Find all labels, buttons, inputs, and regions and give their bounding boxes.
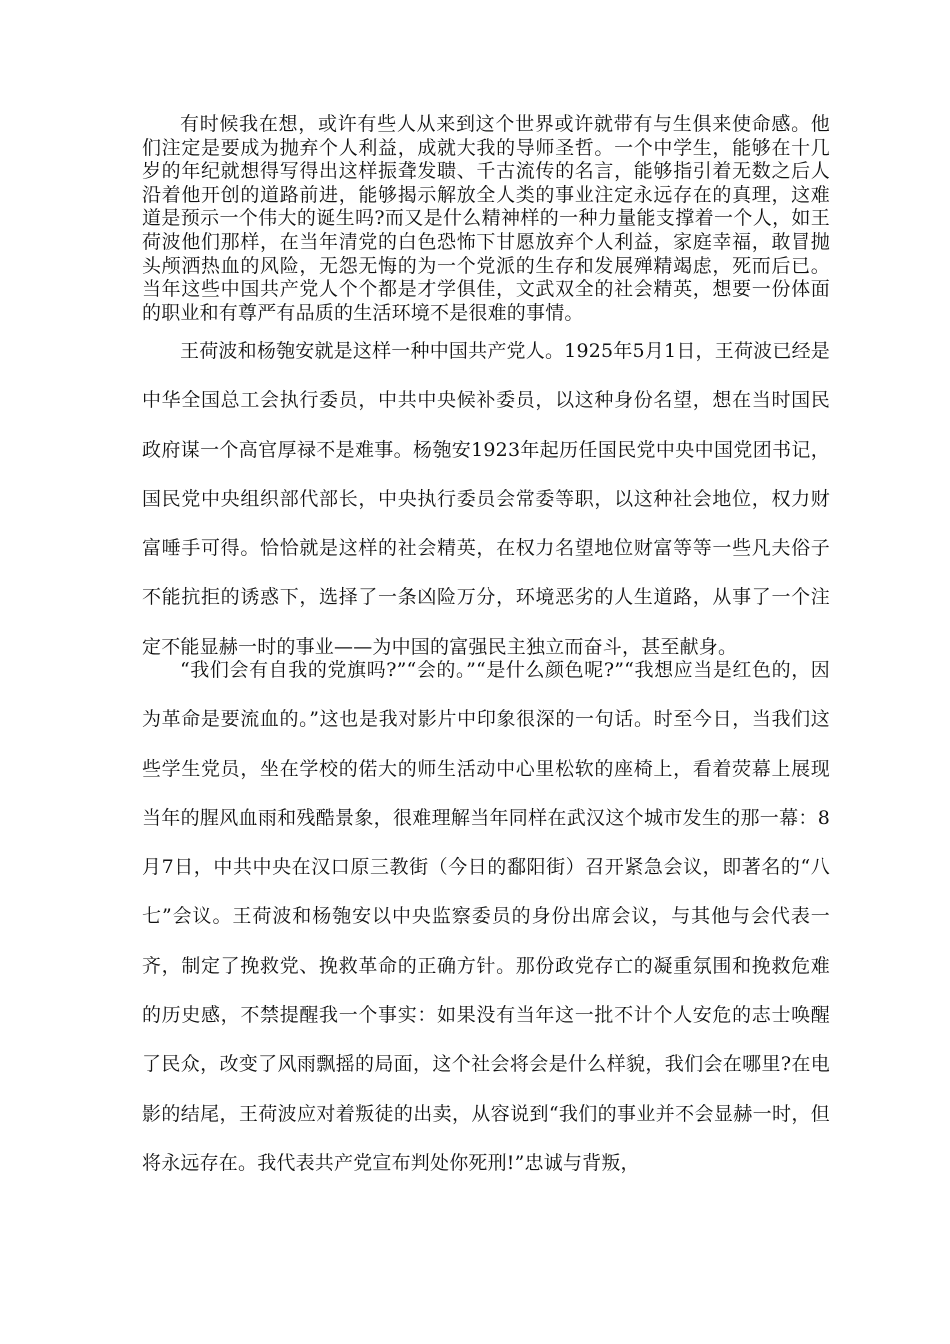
paragraph-3: “我们会有自我的党旗吗?”“会的。”“是什么颜色呢?”“我想应当是红色的，因为革命是要流血的。”这也是我对影片中印象很深的一句话。时至今日，当我们这些学生党员，坐在学校的偌大的师生活动中心里松软的座椅上，看着荧幕上展现当年的腥风血雨和残酷景象，很难理解当年同样在武汉这个城市发生的那一幕：8月7日，中共中央在汉口原三教街（今日的鄱阳街）召开紧急会议，即著名的“八七”会议。王荷波和杨匏安以中央监察委员的身份出席会议，与其他与会代表一齐，制定了挽救党、挽救革命的正确方针。那份政党存亡的凝重氛围和挽救危难的历史感，不禁提醒我一个事实：如果没有当年这一批不计个人安危的志士唤醒了民众，改变了风雨飘摇的局面，这个社会将会是什么样貌，我们会在哪里?在电影的结尾，王荷波应对着叛徒的出卖，从容说到“我们的事业并不会显赫一时，但将永远存在。我代表共产党宣布判处你死刑!”忠诚与背叛， [142, 659, 830, 1174]
paragraph-2: 王荷波和杨匏安就是这样一种中国共产党人。1925年5月1日，王荷波已经是中华全国总工会执行委员，中共中央候补委员，以这种身份名望，想在当时国民政府谋一个高官厚禄不是难事。杨匏安1923年起历任国民党中央中国党团书记，国民党中央组织部代部长，中央执行委员会常委等职，以这种社会地位，权力财富唾手可得。恰恰就是这样的社会精英，在权力名望地位财富等等一些凡夫俗子不能抗拒的诱惑下，选择了一条凶险万分，环境恶劣的人生道路，从事了一个注定不能显赫一时的事业——为中国的富强民主独立而奋斗，甚至献身。 [142, 340, 830, 658]
paragraph-1: 有时候我在想，或许有些人从来到这个世界或许就带有与生俱来使命感。他们注定是要成为抛弃个人利益，成就大我的导师圣哲。一个中学生，能够在十几岁的年纪就想得写得出这样振聋发聩、千古流传的名言，能够指引着无数之后人沿着他开创的道路前进，能够揭示解放全人类的事业注定永远存在的真理，这难道是预示一个伟大的诞生吗?而又是什么精神样的一种力量能支撑着一个人，如王荷波他们那样，在当年清党的白色恐怖下甘愿放弃个人利益，家庭幸福，敢冒抛头颅洒热血的风险，无怨无悔的为一个党派的生存和发展殚精竭虑，死而后已。当年这些中国共产党人个个都是才学俱佳，文武双全的社会精英，想要一份体面的职业和有尊严有品质的生活环境不是很难的事情。 [142, 113, 830, 324]
